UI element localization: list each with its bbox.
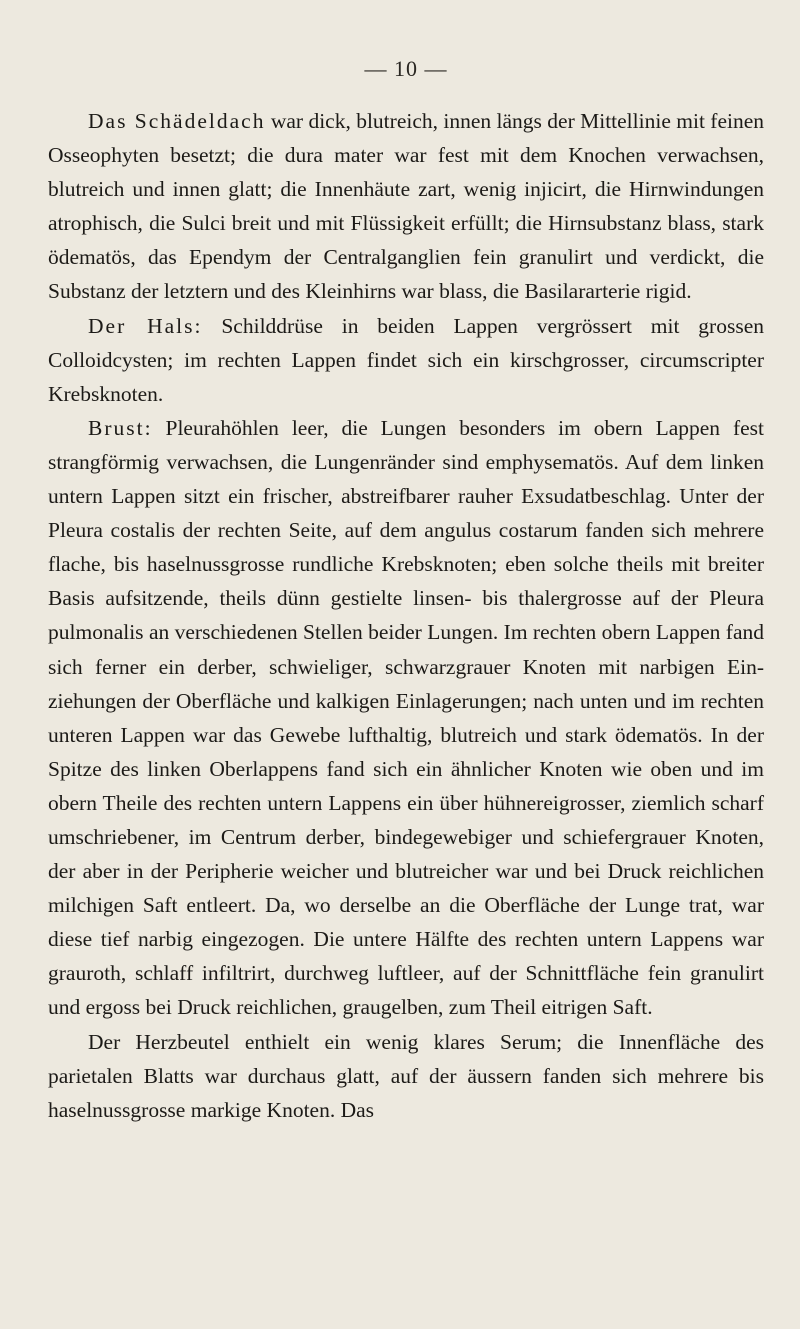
paragraph-text: Schilddrüse in beiden Lappen vergrössert mit grossen Colloidcysten; im rechten Lappen findet sich ein kirschgrosser, circumscripter Krebsknoten.: [48, 313, 764, 406]
paragraph-lead: Der Hals:: [88, 313, 203, 338]
paragraph-text: war dick, blutreich, innen längs der Mittellinie mit feinen Osseophyten besetzt; die dura mater war fest mit dem Knochen verwachsen, blutreich und innen glatt; die Innenhäute zart, wenig injicirt, die Hirnwindungen atrophisch, die Sulci breit und mit Flüssigkeit erfüllt; die Hirnsubstanz blass, stark ödematös, das Ependym der Centralganglien fein granulirt und verdickt, die Substanz der letztern und des Kleinhirns war blass, die Basilararterie rigid.: [48, 109, 765, 304]
paragraph-herzbeutel: [48, 1025, 764, 1127]
paragraph-text: Pleurahöhlen leer, die Lungen besonders im obern Lappen fest strangförmig verwachsen, die Lungenränder sind emphysematös. Auf dem linken untern Lappen sitzt ein frischer, abstreifbarer rauher Exsudatbeschlag. Unter der Pleura costalis der rechten Seite, auf dem angulus costarum fanden sich mehrere flache, bis haselnussgrosse rundliche Krebsknoten; eben solche theils mit breiter Basis aufsitzende, theils dünn gestielte linsen- bis thalergrosse auf der Pleura pulmonalis an verschiedenen Stellen beider Lungen. Im rechten obern Lappen fand sich ferner ein derber, schwieliger, schwarzgrauer Knoten mit narbigen Einziehungen der Oberfläche und kalkigen Einlagerungen; nach unten und im rechten unteren Lappen war das Gewebe lufthaltig, blutreich und stark ödematös. In der Spitze des linken Oberlappens fand sich ein ähnlicher Knoten wie oben und im obern Theile des rechten untern Lappens ein über hühnereigrosser, ziemlich scharf umschriebener, im Centrum derber, bindegewebiger und schiefergrauer Knoten, der aber in der Peripherie weicher und blutreicher war und bei Druck reichlichen milchigen Saft entleert. Da, wo derselbe an die Oberfläche der Lunge trat, war diese tief narbig eingezogen. Die untere Hälfte des rechten untern Lappens war grauroth, schlaff infiltrirt, durchweg luftleer, auf der Schnittfläche fein granulirt und ergoss bei Druck reichlichen, graugelben, zum Theil eitrigen Saft.: [48, 415, 764, 1020]
paragraph-text: Der Herzbeutel enthielt ein wenig klares Serum; die Innenfläche des parietalen Blatts war durchaus glatt, auf der äussern fanden sich mehrere bis haselnussgrosse markige Knoten. Das: [48, 1029, 764, 1122]
paragraph-brust: [48, 411, 764, 1025]
paragraph-lead: Das Schädeldach: [88, 109, 266, 133]
paragraph-lead: Brust:: [88, 415, 153, 440]
paragraph-schaedeldach: [48, 104, 764, 309]
paragraph-hals: [48, 309, 764, 411]
page-number: — 10 —: [364, 56, 448, 81]
